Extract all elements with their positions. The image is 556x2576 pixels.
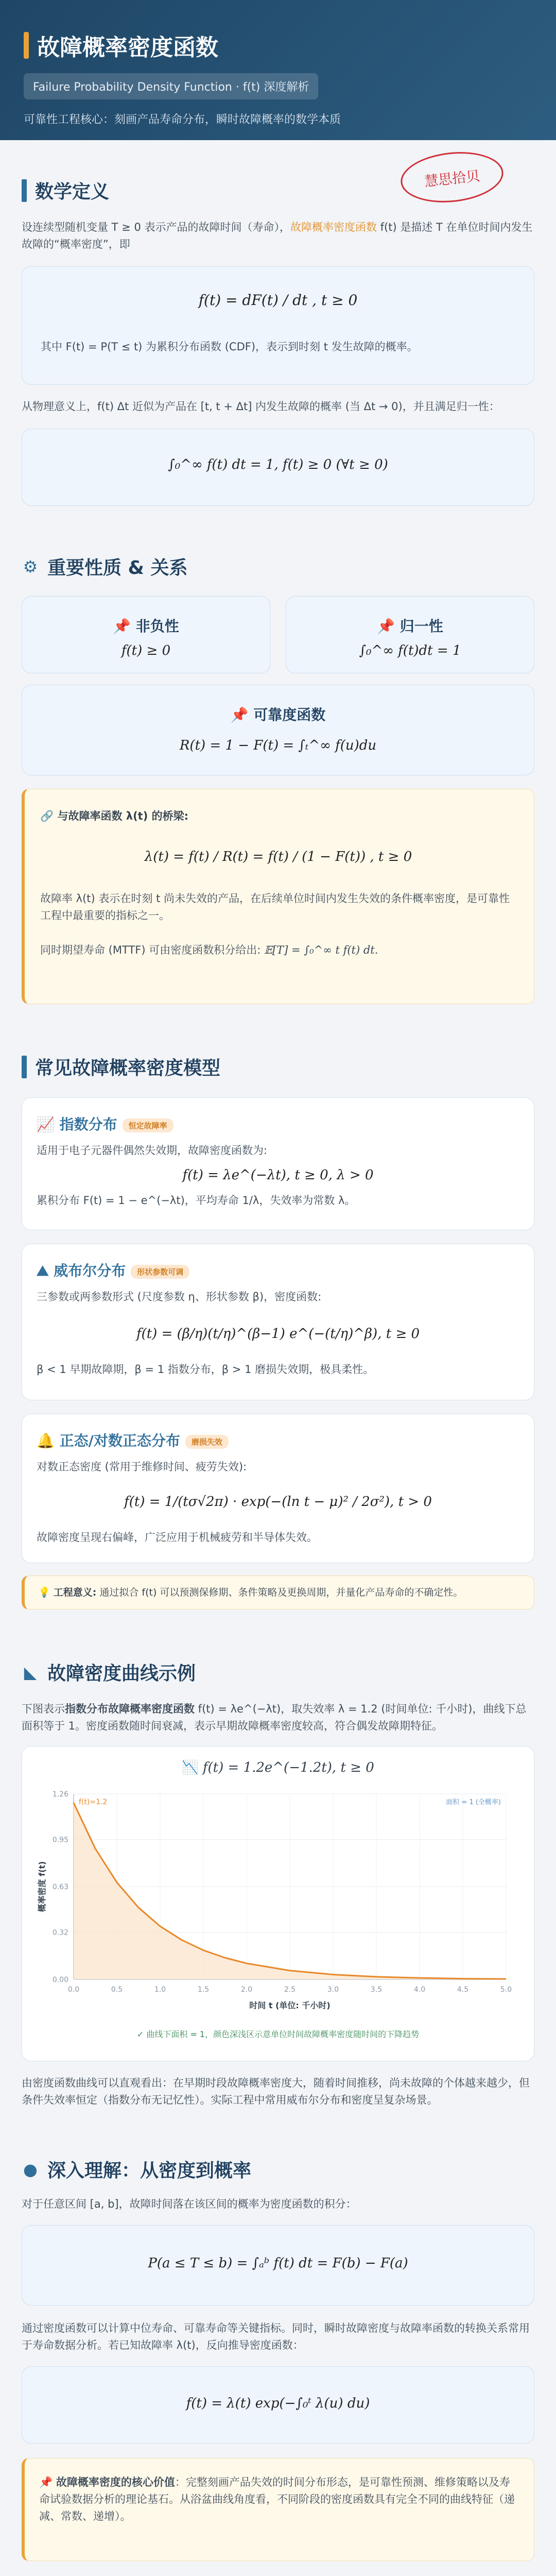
curve-desc-bold: 指数分布故障概率密度函数 (65, 1703, 195, 1715)
curve-after-text: 由密度函数曲线可以直观看出：在早期时段故障概率密度大，随着时间推移，尚未故障的个体越来越少，但条件失效率恒定（指数分布无记忆性）。实际工程中常用威布尔分布和密度呈复杂场景。 (22, 2077, 530, 2106)
model-equation: f(t) = (β/η)(t/η)^(β−1) e^(−(t/η)^β), t ≥ 0 (136, 1326, 420, 1342)
gear-icon: ⚙ (23, 556, 38, 577)
engineering-text: 通过拟合 f(t) 可以预测保修期、条件策略及更换周期，并量化产品寿命的不确定性。 (99, 1587, 463, 1598)
section-title (22, 1054, 534, 1080)
bridge-equation: λ(t) = f(t) / R(t) = f(t) / (1 − F(t)) , t ≥ 0 (144, 849, 412, 865)
property-row (22, 596, 534, 673)
model-tag: 恒定故障率 (123, 1118, 173, 1132)
model-equation: f(t) = λe^(−λt), t ≥ 0, λ > 0 (182, 1167, 374, 1183)
density-chart (32, 1784, 525, 2021)
reliability-title-row (22, 704, 534, 724)
reliability-equation: R(t) = 1 − F(t) = ∫ₜ^∞ f(u)du (179, 738, 377, 753)
chart-icon: 📈 (37, 1116, 55, 1133)
reliability-title: 可靠度函数 (253, 706, 326, 723)
model-card-weibull (22, 1244, 534, 1400)
bridge-title: 与故障率函数 λ(t) 的桥梁: (57, 810, 189, 822)
legend-series-label: f(t)=1.2 (79, 1798, 108, 1806)
bell-icon: 🔔 (37, 1432, 55, 1449)
chart-title: f(t) = 1.2e^(−1.2t), t ≥ 0 (202, 1760, 374, 1775)
normalization-title-row (286, 615, 534, 636)
model-title-row (37, 1260, 519, 1280)
nonnegativity-title: 非负性 (135, 618, 179, 635)
x-tick-label: 2.5 (284, 1986, 296, 1994)
normalization-card (22, 429, 534, 506)
chart-card (22, 1746, 534, 2061)
model-tag: 形状参数可调 (131, 1265, 189, 1279)
interval-probability-equation: P(a ≤ T ≤ b) = ∫ₐᵇ f(t) dt = F(b) − F(a) (148, 2256, 408, 2271)
bridge-description: 故障率 λ(t) 表示在时刻 t 尚未失效的产品，在后续单位时间内发生失效的条件概率密度，是可靠性工程中最重要的指标之一。 (40, 892, 510, 922)
normalization-property-equation: ∫₀^∞ f(t)dt = 1 (359, 643, 461, 658)
page-title: 故障概率密度函数 (37, 35, 218, 61)
x-axis-label: 时间 t (单位: 千小时) (249, 2001, 331, 2010)
chart-title-row (32, 1760, 524, 1775)
x-tick-label: 0.5 (111, 1986, 123, 1994)
physics-meaning: 从物理意义上，f(t) Δt 近似为产品在 [t, t + Δt] 内发生故障的概率 (当 Δt → 0)，并且满足归一性： (22, 400, 500, 413)
pin-icon: 📌 (230, 706, 249, 723)
bridge-title-row (40, 808, 516, 823)
engineering-note-row (38, 1585, 534, 1599)
section-title-text: 数学定义 (35, 181, 110, 202)
inverse-card (22, 2366, 534, 2444)
cdf-note: 其中 F(t) = P(T ≤ t) 为累积分布函数 (CDF)，表示到时刻 t 发生故障的概率。 (41, 341, 418, 353)
x-tick-label: 3.0 (327, 1986, 339, 1994)
nonnegativity-equation: f(t) ≥ 0 (121, 643, 171, 658)
deep-middle: 通过密度函数可以计算中位寿命、可靠寿命等关键指标。同时，瞬时故障密度与故障率函数的转换关系常用于寿命数据分析。若已知故障率 λ(t)，反向推导密度函数： (22, 2322, 530, 2351)
mttf-text: 同时期望寿命 (MTTF) 可由密度函数积分给出: (40, 944, 264, 956)
triangle-ruler-icon: ◣ (24, 1662, 37, 1682)
y-tick-label: 0.95 (52, 1836, 68, 1844)
model-description: 对数正态密度 (常用于维修时间、疲劳失效): (37, 1461, 247, 1473)
engineering-label: 工程意义: (53, 1587, 97, 1598)
section-bar (22, 1056, 27, 1078)
x-tick-label: 4.5 (457, 1986, 469, 1994)
mountain-icon: ⛰ (37, 1262, 49, 1279)
model-card-lognormal (22, 1414, 534, 1563)
mttf-equation: 𝔼[T] = ∫₀^∞ t f(t) dt. (264, 944, 378, 956)
inverse-equation: f(t) = λ(t) exp(−∫₀ᵗ λ(u) du) (186, 2396, 370, 2411)
curve-description (22, 1701, 534, 1735)
model-note: 故障密度呈现右偏峰，广泛应用于机械疲劳和半导体失效。 (37, 1531, 318, 1544)
model-title: 正态/对数正态分布 (59, 1432, 180, 1449)
section-deep-understanding (0, 2156, 556, 2561)
page-title-row (24, 29, 532, 62)
definition-card (22, 266, 534, 385)
y-tick-label: 0.63 (52, 1883, 68, 1891)
section-title-text: 深入理解：从密度到概率 (47, 2160, 252, 2181)
interval-probability-card (22, 2225, 534, 2306)
definition-intro (22, 219, 534, 253)
core-value-label: 故障概率密度的核心价值 (56, 2476, 175, 2488)
pin-icon: 📌 (377, 618, 395, 635)
pin-icon: 📌 (113, 618, 131, 635)
page-subtitle-badge: Failure Probability Density Function · f(t) 深度解析 (24, 73, 318, 99)
pin-icon: 📌 (39, 2476, 53, 2488)
section-title-text: 故障密度曲线示例 (47, 1663, 196, 1684)
engineering-note (22, 1575, 534, 1609)
model-note: 累积分布 F(t) = 1 − e^(−λt)，平均寿命 1/λ，失效率为常数 λ。 (37, 1194, 356, 1207)
model-title: 威布尔分布 (54, 1262, 126, 1279)
x-tick-label: 1.0 (154, 1986, 166, 1994)
section-curve (0, 1659, 556, 2109)
hazard-bridge-card (22, 789, 534, 1004)
model-description: 适用于电子元器件偶然失效期，故障密度函数为: (37, 1144, 268, 1157)
y-tick-label: 1.26 (52, 1790, 68, 1799)
core-value-text (39, 2474, 518, 2525)
reliability-card (22, 685, 534, 775)
section-title (22, 2156, 534, 2182)
x-tick-label: 4.0 (413, 1986, 426, 1994)
mttf-line (40, 942, 516, 959)
core-value-body: ：完整刻画产品失效的时间分布形态，是可靠性预测、维修策略以及寿命试验数据分析的理论基石。从浴盆曲线角度看，不同阶段的密度函数具有完全不同的曲线特征（递减、常数、递增）。 (39, 2476, 515, 2522)
section-title-text: 常见故障概率密度模型 (35, 1058, 221, 1079)
definition-equation: f(t) = dF(t) / dt , t ≥ 0 (198, 292, 358, 309)
section-title-text: 重要性质 & 关系 (47, 557, 188, 579)
chart-caption: ✓ 曲线下面积 = 1，颜色深浅区示意单位时间故障概率密度随时间的下降趋势 (136, 2029, 420, 2039)
section-properties (0, 553, 556, 1004)
nonnegativity-card (22, 596, 270, 673)
intro-text-a: 设连续型随机变量 T ≥ 0 表示产品的故障时间（寿命）， (22, 221, 290, 233)
page-tagline: 可靠性工程核心：刻画产品寿命分布，瞬时故障概率的数学本质 (24, 113, 341, 126)
bulb-icon: 💡 (38, 1587, 50, 1598)
model-equation: f(t) = 1/(tσ√2π) · exp(−(ln t − μ)² / 2σ²), t > 0 (124, 1494, 432, 1510)
x-tick-label: 5.0 (500, 1986, 512, 1994)
core-value-card (22, 2458, 534, 2561)
section-title (22, 1659, 534, 1685)
link-icon: 🔗 (40, 810, 54, 822)
section-math-definition (0, 177, 556, 506)
model-title: 指数分布 (59, 1116, 117, 1133)
nonnegativity-title-row (22, 615, 270, 636)
chart-icon: 📉 (182, 1760, 199, 1775)
model-tag: 磨损失效 (185, 1435, 229, 1449)
intro-highlight: 故障概率密度函数 (290, 221, 377, 233)
y-axis-label: 概率密度 f(t) (37, 1861, 47, 1912)
curve-desc-c: f(t) = λe^(−λt)，取失效率 λ = 1.2 (时间单位: 千小时)，曲线下总面积等于 1。密度函数随时间衰减，表示早期故障概率密度较高，符合偶发故障期特征。 (22, 1703, 527, 1732)
curve-desc-a: 下图表示 (22, 1703, 65, 1715)
deep-intro: 对于任意区间 [a, b]，故障时间落在该区间的概率为密度函数的积分： (22, 2198, 357, 2210)
header (0, 0, 556, 140)
x-tick-label: 3.5 (370, 1986, 383, 1994)
author-stamp: 慧思拾贝 (398, 147, 506, 207)
model-card-exponential (22, 1097, 534, 1230)
y-tick-label: 0.32 (52, 1928, 68, 1937)
section-title (22, 553, 534, 580)
x-tick-label: 2.0 (240, 1986, 253, 1994)
title-accent-bar (24, 32, 29, 59)
normalization-property-card (286, 596, 534, 673)
chat-bubble-icon: ● (23, 2159, 38, 2179)
x-tick-label: 1.5 (197, 1986, 210, 1994)
x-tick-label: 0.0 (67, 1986, 80, 1994)
model-title-row (37, 1430, 519, 1450)
normalization-title: 归一性 (399, 618, 443, 635)
section-bar (22, 179, 27, 202)
model-description: 三参数或两参数形式 (尺度参数 η、形状参数 β)，密度函数: (37, 1291, 322, 1303)
section-models (0, 1054, 556, 1609)
model-title-row (37, 1113, 519, 1134)
legend-area-label: 面积 = 1 (全概率) (446, 1799, 501, 1806)
normalization-equation: ∫₀^∞ f(t) dt = 1, f(t) ≥ 0 (∀t ≥ 0) (168, 457, 388, 472)
model-note: β < 1 早期故障期，β = 1 指数分布，β > 1 磨损失效期，极具柔性。 (37, 1363, 374, 1376)
intro-text-b: f(t) 是描述 T 在单位时间内发生故障的“概率密度”，即 (22, 221, 533, 250)
y-tick-label: 0.00 (52, 1976, 68, 1984)
